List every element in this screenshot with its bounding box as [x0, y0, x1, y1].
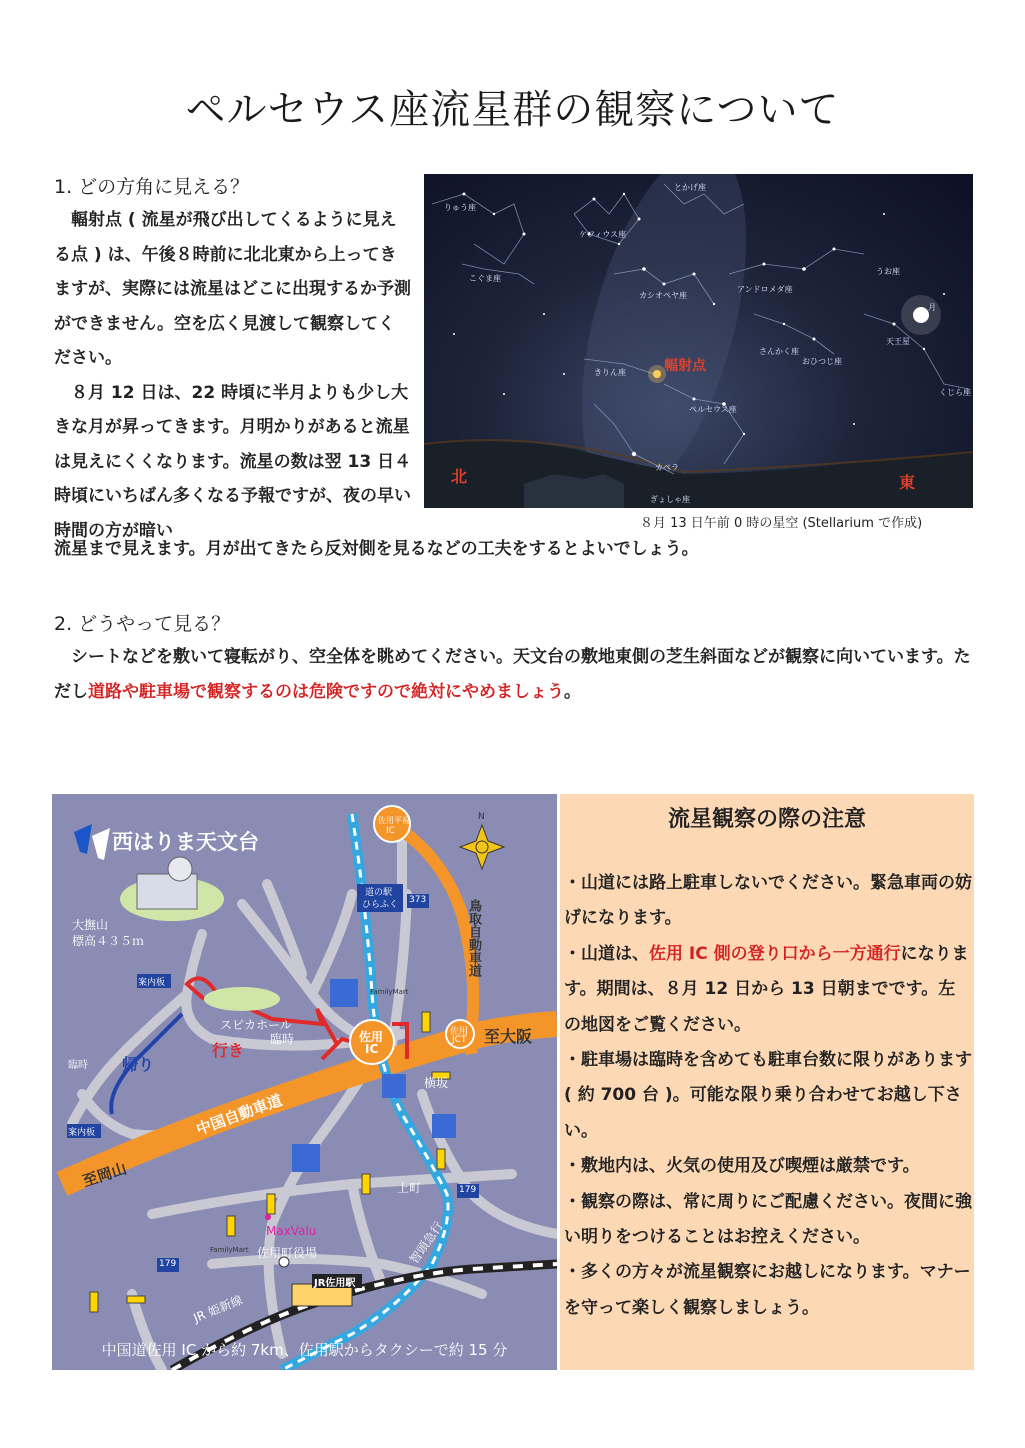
sky-label-kefeusu: ケフィウス座	[579, 230, 627, 239]
notes-heading: 流星観察の際の注意	[667, 807, 866, 832]
section1-para3: 流星まで見えます。月が出てきたら反対側を見るなどの工夫をするとよいでしょう。	[54, 539, 699, 559]
map-chizu: 智頭急行	[406, 1219, 446, 1267]
map-to-okayama: 至岡山	[80, 1159, 129, 1191]
map-logo: 西はりま天文台	[112, 830, 259, 854]
notes-item-1: ・山道には路上駐車しないでください。緊急車両の妨げになります。	[564, 873, 972, 929]
map-jr-himeshin: JR 姫新線	[191, 1292, 245, 1326]
map-compass-n: N	[478, 812, 485, 822]
section2-body	[54, 640, 974, 709]
map-elevation: 標高４３５ｍ	[72, 934, 145, 948]
section2-text: シートなどを敷いて寝転がり、空全体を眺めてください。天文台の敷地東側の芝生斜面などが観察に向いています。ただし	[54, 647, 971, 702]
map-kamimachi: 上町	[397, 1181, 422, 1195]
notes-item-2-warning: 佐用 IC 側の登り口から一方通行	[649, 943, 901, 964]
sky-label-east: 東	[899, 473, 916, 492]
map-mountain: 大撫山	[72, 918, 109, 932]
sky-label-radiant: 輻射点	[664, 358, 706, 374]
sky-label-kashiopea: カシオペヤ座	[639, 291, 687, 300]
map-michinoeki-1: 道の駅	[365, 888, 393, 898]
map-sayo-jct-1: 佐用	[450, 1027, 469, 1037]
map-caption: 中国道佐用 IC から約 7km、佐用駅からタクシーで約 15 分	[101, 1341, 508, 1359]
sky-label-andromeda: アンドロメダ座	[737, 285, 793, 294]
notes-item-4: ・敷地内は、火気の使用及び喫煙は厳禁です。	[564, 1156, 920, 1177]
map-route-179b: 179	[159, 1259, 177, 1269]
star-chart-image	[424, 174, 973, 508]
map-familymart-1: FamilyMart	[370, 988, 409, 996]
map-jr-sayo: JR佐用駅	[314, 1278, 356, 1289]
map-chugoku: 中国自動車道	[193, 1091, 285, 1139]
map-rinji: 臨時	[270, 1032, 295, 1046]
map-familymart-2: FamilyMart	[210, 1246, 249, 1254]
notes-item-2-start: ・山道は、	[564, 943, 649, 964]
map-tottori: 鳥取自動車道	[466, 899, 481, 977]
sky-label-uo: うお座	[876, 267, 900, 276]
access-map	[52, 794, 557, 1370]
sky-label-moon: 月	[928, 303, 936, 312]
section1-para2: ８月 12 日は、22 時頃に半月よりも少し大きな月が昇ってきます。月明かりがあると流星は見えにくくなります。流星の数は翌 13 日４時頃にいちばん多くなる予報ですが、夜の早い時間の方が暗い	[54, 382, 412, 541]
sky-label-ohitsuji: おひつじ座	[802, 357, 842, 366]
map-guide2: 案内板	[68, 1128, 96, 1138]
map-yokosaka: 横坂	[424, 1076, 449, 1090]
sky-label-perseus: ペルセウス座	[689, 405, 737, 414]
map-sayo-hiraga-2: IC	[386, 826, 395, 836]
sky-label-kujira: くじら座	[939, 388, 971, 397]
star-chart-caption: ８月 13 日午前 0 時の星空 (Stellarium で作成)	[640, 516, 923, 531]
sky-label-ryu: りゅう座	[444, 203, 476, 212]
notes-item-2	[564, 937, 972, 1043]
notes-panel	[560, 794, 974, 1370]
map-to-osaka: 至大阪	[484, 1027, 533, 1046]
page-title: ペルセウス座流星群の観察について	[185, 87, 840, 133]
map-sayo-ic-1: 佐用	[359, 1030, 384, 1044]
access-map-drawing	[52, 794, 557, 1370]
sky-label-kirin: きりん座	[594, 368, 626, 377]
section2-heading: 2. どうやって見る？	[54, 613, 231, 635]
map-route-373: 373	[409, 895, 427, 905]
map-route-179a: 179	[459, 1185, 477, 1195]
sky-label-north: 北	[451, 467, 468, 486]
section1-heading: 1. どの方角に見える？	[54, 176, 250, 198]
map-maxvalu: MaxValu	[266, 1224, 317, 1238]
section2-text-end: 。	[564, 681, 581, 702]
sky-label-kapera: カペラ	[655, 463, 679, 472]
map-guide1: 案内板	[138, 978, 166, 988]
map-kaeri: 帰り	[122, 1055, 155, 1074]
notes-item-5: ・観察の際は、常に周りにご配慮ください。夜間に強い明りをつけることはお控えください。	[564, 1191, 972, 1248]
notes-item-2-end: になります。期間は、８月 12 日から 13 日朝までです。左の地図をご覧ください。	[564, 943, 969, 1035]
map-yakuba: 佐用町役場	[257, 1246, 318, 1260]
map-sayo-ic-2: IC	[365, 1042, 379, 1056]
sky-label-gyosha: ぎょしゃ座	[650, 495, 690, 504]
map-rinji2: 臨時	[68, 1060, 88, 1071]
map-sayo-hiraga-1: 佐用平福	[378, 816, 410, 825]
notes-item-3: ・駐車場は臨時を含めても駐車台数に限りがあります ( 約 700 台 )。可能な限り乗り合わせてお越し下さい。	[564, 1050, 972, 1141]
map-michinoeki-2: ひらふく	[362, 900, 399, 910]
sky-label-kogumas: こぐま座	[469, 274, 501, 283]
map-sayo-jct-2: JCT	[452, 1035, 467, 1045]
map-spica: スピカホール	[220, 1018, 292, 1032]
notes-list	[564, 866, 972, 1326]
section1-body	[54, 203, 412, 548]
notes-item-6: ・多くの方々が流星観察にお越しになります。マナーを守って楽しく観察しましょう。	[564, 1262, 971, 1318]
sky-label-tenno: 天王星	[886, 337, 910, 346]
section2-warning: 道路や駐車場で観察するのは危険ですので絶対にやめましょう	[88, 681, 564, 702]
sky-label-sankaku: さんかく座	[759, 347, 799, 356]
map-iki: 行き	[212, 1041, 245, 1060]
star-chart-drawing	[424, 174, 973, 508]
section1-para1: 輻射点 ( 流星が飛び出してくるように見える点 ) は、午後８時前に北北東から上ってきますが、実際には流星はどこに出現するか予測ができません。空を広く見渡して観察してください。	[54, 210, 411, 368]
sky-label-tokage: とかげ座	[674, 183, 706, 192]
